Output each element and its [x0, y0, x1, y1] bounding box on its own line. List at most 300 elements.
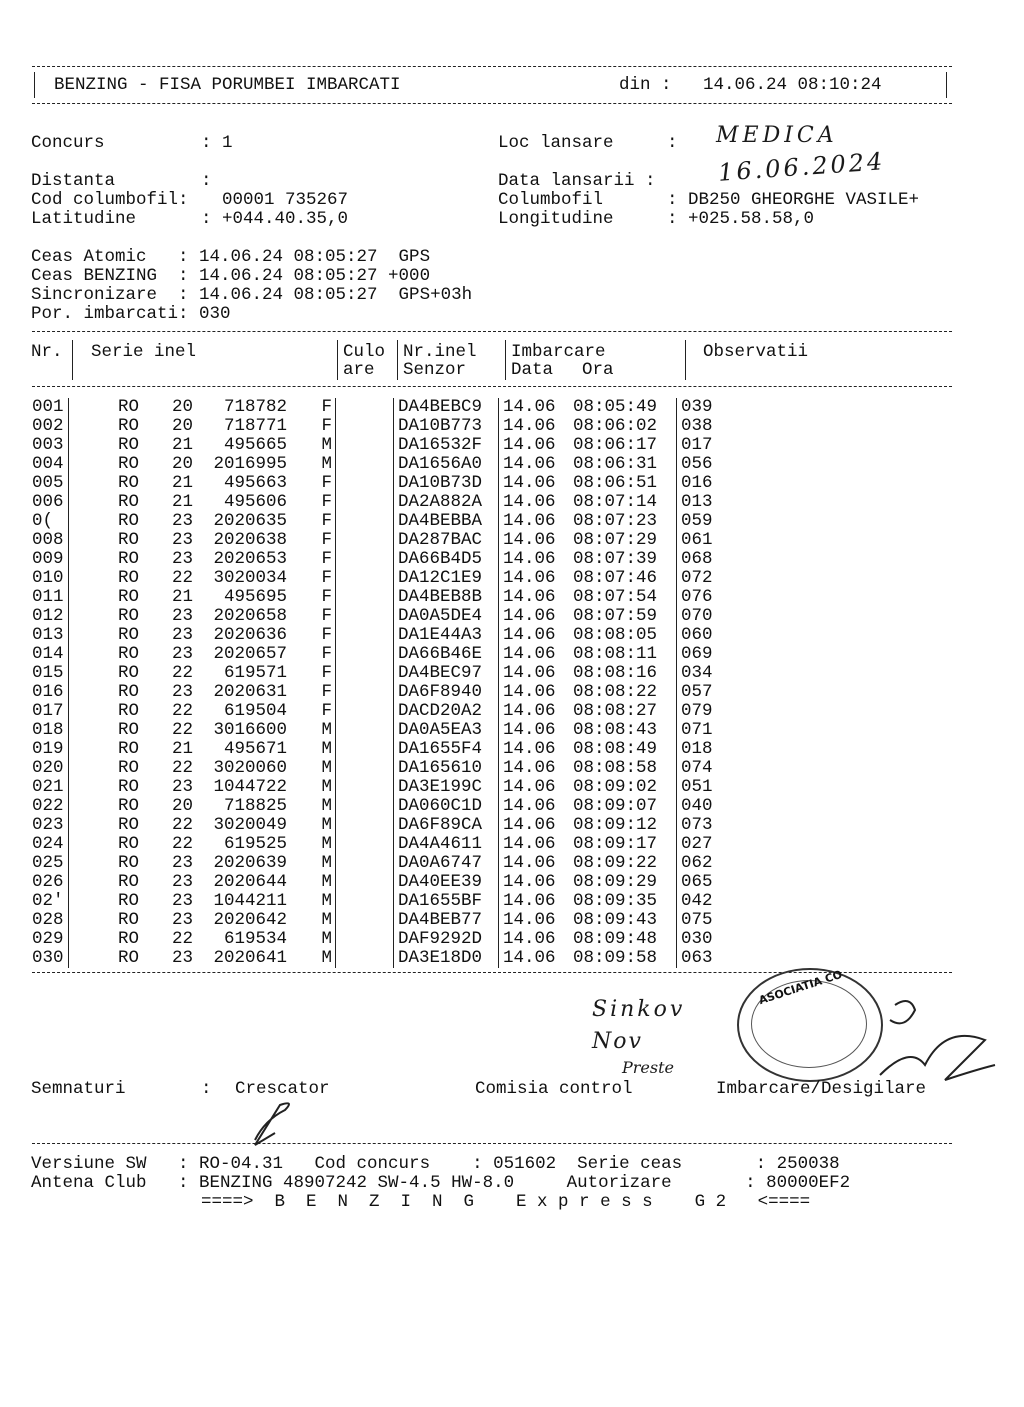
boarding-time: 08:07:29	[573, 531, 677, 550]
boarding-date: 14.06	[503, 530, 556, 550]
ring-year: 22	[171, 701, 193, 721]
sensor-ring: DA1655BF	[394, 892, 499, 911]
observation: 027	[681, 834, 713, 854]
ring-number: 2020641	[213, 948, 287, 968]
ring-year: 21	[171, 492, 193, 512]
observation: 079	[681, 701, 713, 721]
col-header-observatii: Observatii	[703, 342, 809, 362]
boarding-date: 14.06	[503, 796, 556, 816]
color	[336, 835, 394, 854]
sex: M	[287, 930, 336, 949]
ring-number: 2016995	[213, 454, 287, 474]
color	[336, 512, 394, 531]
boarding-time: 08:08:58	[573, 759, 677, 778]
ring-number: 495695	[223, 587, 287, 607]
sensor-ring: DA0A5EA3	[394, 721, 499, 740]
observation: 042	[681, 891, 713, 911]
color	[336, 455, 394, 474]
ring-number: 2020644	[213, 872, 287, 892]
ring-year: 22	[171, 929, 193, 949]
sensor-ring: DA1655F4	[394, 740, 499, 759]
col-header-nr: Nr.	[31, 342, 63, 362]
boarding-time: 08:09:17	[573, 835, 677, 854]
boarding-date: 14.06	[503, 549, 556, 569]
color	[336, 949, 394, 968]
color	[336, 930, 394, 949]
sex: M	[287, 778, 336, 797]
color	[336, 550, 394, 569]
sensor-ring: DA2A882A	[394, 493, 499, 512]
table-row	[32, 911, 781, 930]
ring-year: 23	[171, 625, 193, 645]
ring-number: 718782	[223, 397, 287, 417]
ring-year: 21	[171, 435, 193, 455]
sex: M	[287, 854, 336, 873]
boarding-date: 14.06	[503, 492, 556, 512]
ring-country: RO	[117, 796, 139, 816]
boarding-time: 08:07:14	[573, 493, 677, 512]
ring-number: 619504	[223, 701, 287, 721]
ring-number: 1044722	[213, 777, 287, 797]
color	[336, 702, 394, 721]
sex: M	[287, 873, 336, 892]
row-number: 020	[32, 759, 69, 778]
ring-year: 20	[171, 796, 193, 816]
concurs-value: : 1	[201, 133, 233, 153]
table-row	[32, 474, 781, 493]
row-number: 023	[32, 816, 69, 835]
sex: M	[287, 911, 336, 930]
row-number: 013	[32, 626, 69, 645]
boarding-date: 14.06	[503, 891, 556, 911]
boarding-date: 14.06	[503, 568, 556, 588]
observation: 034	[681, 663, 713, 683]
boarding-date: 14.06	[503, 720, 556, 740]
sensor-ring: DA4BEB8B	[394, 588, 499, 607]
sensor-ring: DA66B4D5	[394, 550, 499, 569]
boarding-time: 08:09:35	[573, 892, 677, 911]
ring-country: RO	[117, 511, 139, 531]
sensor-ring: DACD20A2	[394, 702, 499, 721]
observation: 039	[681, 397, 713, 417]
row-number: 011	[32, 588, 69, 607]
boarding-date: 14.06	[503, 758, 556, 778]
row-number: 009	[32, 550, 69, 569]
table-row	[32, 949, 781, 968]
sex: F	[287, 474, 336, 493]
ring-year: 23	[171, 872, 193, 892]
data-lansarii-label: Data lansarii :	[498, 171, 656, 191]
ring-country: RO	[117, 492, 139, 512]
observation: 065	[681, 872, 713, 892]
boarding-date: 14.06	[503, 587, 556, 607]
concurs-label: Concurs	[31, 133, 105, 153]
ring-country: RO	[117, 454, 139, 474]
porumbei-imbarcati-line: Por. imbarcati: 030	[31, 304, 231, 324]
boarding-date: 14.06	[503, 682, 556, 702]
col-header-imbarcare: Imbarcare	[511, 342, 606, 362]
sensor-ring: DA0A5DE4	[394, 607, 499, 626]
ring-country: RO	[117, 473, 139, 493]
ring-number: 2020638	[213, 530, 287, 550]
boarding-time: 08:08:49	[573, 740, 677, 759]
data-lansarii-handwritten: 16.06.2024	[717, 147, 887, 187]
boarding-date: 14.06	[503, 435, 556, 455]
boarding-date: 14.06	[503, 834, 556, 854]
table-row	[32, 626, 781, 645]
table-row	[32, 417, 781, 436]
sensor-ring: DAF9292D	[394, 930, 499, 949]
loc-lansare-handwritten: MEDICA	[716, 123, 838, 148]
observation: 073	[681, 815, 713, 835]
color	[336, 683, 394, 702]
sex: M	[287, 455, 336, 474]
color	[336, 436, 394, 455]
boarding-date: 14.06	[503, 777, 556, 797]
ring-number: 718771	[223, 416, 287, 436]
sex: M	[287, 949, 336, 968]
ring-country: RO	[117, 853, 139, 873]
observation: 074	[681, 758, 713, 778]
color	[336, 759, 394, 778]
sensor-ring: DA3E199C	[394, 778, 499, 797]
date-label: din :	[619, 75, 672, 95]
ring-number: 619525	[223, 834, 287, 854]
boarding-time: 08:09:22	[573, 854, 677, 873]
ring-country: RO	[117, 834, 139, 854]
table-row	[32, 721, 781, 740]
sex: F	[287, 417, 336, 436]
longitudine-value: : +025.58.58,0	[667, 209, 815, 229]
row-number: 029	[32, 930, 69, 949]
color	[336, 721, 394, 740]
ring-number: 1044211	[213, 891, 287, 911]
col-divider-5	[685, 340, 686, 380]
color	[336, 417, 394, 436]
semnaturi-colon: :	[201, 1079, 212, 1099]
observation: 068	[681, 549, 713, 569]
ring-number: 3020060	[213, 758, 287, 778]
observation: 072	[681, 568, 713, 588]
boarding-date: 14.06	[503, 397, 556, 417]
sensor-ring: DA10B773	[394, 417, 499, 436]
row-number: 005	[32, 474, 69, 493]
color	[336, 797, 394, 816]
boarding-time: 08:09:48	[573, 930, 677, 949]
signature-comisia-2: Nov	[592, 1029, 643, 1054]
ring-number: 718825	[223, 796, 287, 816]
ring-number: 2020636	[213, 625, 287, 645]
col-header-are: are	[343, 360, 375, 380]
boarding-time: 08:09:58	[573, 949, 677, 968]
ring-year: 23	[171, 948, 193, 968]
boarding-time: 08:05:49	[573, 398, 677, 417]
observation: 016	[681, 473, 713, 493]
boarding-date: 14.06	[503, 511, 556, 531]
footer-line-1: Versiune SW : RO-04.31 Cod concurs : 051602 Serie ceas : 250038	[31, 1154, 840, 1174]
boarding-time: 08:07:59	[573, 607, 677, 626]
crescator-label: Crescator	[235, 1079, 330, 1099]
ring-number: 619534	[223, 929, 287, 949]
sensor-ring: DA165610	[394, 759, 499, 778]
table-row	[32, 569, 781, 588]
signature-crescator-scribble	[255, 1103, 289, 1145]
ring-number: 3020034	[213, 568, 287, 588]
col-divider-1	[72, 340, 73, 380]
boarding-date: 14.06	[503, 929, 556, 949]
latitudine-label: Latitudine	[31, 209, 137, 229]
ring-year: 23	[171, 853, 193, 873]
ring-country: RO	[117, 758, 139, 778]
ceas-benzing-line: Ceas BENZING : 14.06.24 08:05:27 +000	[31, 266, 431, 286]
table-row	[32, 436, 781, 455]
color	[336, 911, 394, 930]
observation: 057	[681, 682, 713, 702]
loc-lansare-colon: :	[667, 133, 678, 153]
observation: 030	[681, 929, 713, 949]
row-number: 001	[32, 398, 69, 417]
row-number: 004	[32, 455, 69, 474]
sensor-ring: DA4A4611	[394, 835, 499, 854]
ring-country: RO	[117, 606, 139, 626]
ring-number: 2020631	[213, 682, 287, 702]
ring-number: 3016600	[213, 720, 287, 740]
ring-country: RO	[117, 929, 139, 949]
ring-number: 2020657	[213, 644, 287, 664]
table-row	[32, 759, 781, 778]
sex: F	[287, 626, 336, 645]
boarding-date: 14.06	[503, 644, 556, 664]
col-divider-2	[337, 340, 338, 380]
ring-country: RO	[117, 872, 139, 892]
ring-country: RO	[117, 948, 139, 968]
sensor-ring: DA4BEBC9	[394, 398, 499, 417]
observation: 076	[681, 587, 713, 607]
header-left-bar	[34, 72, 35, 98]
association-stamp	[737, 968, 883, 1082]
ring-year: 23	[171, 606, 193, 626]
color	[336, 664, 394, 683]
loc-lansare-label: Loc lansare	[498, 133, 614, 153]
observation: 059	[681, 511, 713, 531]
boarding-time: 08:09:12	[573, 816, 677, 835]
ring-country: RO	[117, 739, 139, 759]
observation: 013	[681, 492, 713, 512]
col-header-senzor: Senzor	[403, 360, 467, 380]
row-number: 010	[32, 569, 69, 588]
color	[336, 531, 394, 550]
distanta-label: Distanta	[31, 171, 116, 191]
footer-line-2: Antena Club : BENZING 48907242 SW-4.5 HW-8.0 Autorizare : 80000EF2	[31, 1173, 851, 1193]
color	[336, 740, 394, 759]
table-row	[32, 702, 781, 721]
col-header-ora: Ora	[582, 360, 614, 380]
row-number: 019	[32, 740, 69, 759]
ring-country: RO	[117, 701, 139, 721]
table-row	[32, 816, 781, 835]
ring-country: RO	[117, 568, 139, 588]
ring-number: 495671	[223, 739, 287, 759]
boarding-date: 14.06	[503, 663, 556, 683]
ring-number: 2020642	[213, 910, 287, 930]
col-divider-4	[505, 340, 506, 380]
ring-country: RO	[117, 416, 139, 436]
color	[336, 398, 394, 417]
row-number: 030	[32, 949, 69, 968]
boarding-date: 14.06	[503, 473, 556, 493]
sensor-ring: DA1E44A3	[394, 626, 499, 645]
ring-year: 21	[171, 473, 193, 493]
boarding-date: 14.06	[503, 454, 556, 474]
ring-country: RO	[117, 720, 139, 740]
signature-comisia-1: Sinkov	[592, 997, 686, 1022]
row-number: 026	[32, 873, 69, 892]
sex: F	[287, 398, 336, 417]
observation: 056	[681, 454, 713, 474]
color	[336, 474, 394, 493]
ceas-atomic-line: Ceas Atomic : 14.06.24 08:05:27 GPS	[31, 247, 431, 267]
ring-country: RO	[117, 530, 139, 550]
sensor-ring: DA4BEBBA	[394, 512, 499, 531]
sensor-ring: DA4BEC97	[394, 664, 499, 683]
ring-year: 22	[171, 568, 193, 588]
ring-number: 619571	[223, 663, 287, 683]
boarding-time: 08:06:51	[573, 474, 677, 493]
row-number: 017	[32, 702, 69, 721]
cod-columbofil-value: 00001 735267	[222, 190, 349, 210]
sensor-ring: DA6F8940	[394, 683, 499, 702]
table-header-bottom-line	[32, 386, 952, 387]
row-number: 014	[32, 645, 69, 664]
table-row	[32, 740, 781, 759]
table-row	[32, 398, 781, 417]
ring-year: 23	[171, 891, 193, 911]
ring-country: RO	[117, 663, 139, 683]
table-row	[32, 683, 781, 702]
ring-year: 22	[171, 663, 193, 683]
table-top-line	[32, 331, 952, 332]
row-number: 025	[32, 854, 69, 873]
boarding-time: 08:07:39	[573, 550, 677, 569]
row-number: 015	[32, 664, 69, 683]
ring-country: RO	[117, 815, 139, 835]
color	[336, 569, 394, 588]
observation: 070	[681, 606, 713, 626]
row-number: 006	[32, 493, 69, 512]
table-row	[32, 455, 781, 474]
pigeon-table	[32, 398, 781, 968]
footer-line-3: ====> B E N Z I N G E x p r e s s G 2 <====	[201, 1192, 811, 1212]
boarding-time: 08:07:23	[573, 512, 677, 531]
ring-year: 23	[171, 530, 193, 550]
sex: F	[287, 512, 336, 531]
table-row	[32, 892, 781, 911]
sensor-ring: DA66B46E	[394, 645, 499, 664]
ring-country: RO	[117, 910, 139, 930]
ring-year: 23	[171, 549, 193, 569]
sensor-ring: DA287BAC	[394, 531, 499, 550]
table-row	[32, 797, 781, 816]
footer-top-line	[32, 1143, 952, 1144]
top-dashed-line-1	[32, 66, 952, 67]
ring-number: 495606	[223, 492, 287, 512]
color	[336, 778, 394, 797]
row-number: 022	[32, 797, 69, 816]
boarding-date: 14.06	[503, 739, 556, 759]
table-row	[32, 531, 781, 550]
ring-year: 23	[171, 682, 193, 702]
comisia-label: Comisia control	[475, 1079, 633, 1099]
ring-number: 495665	[223, 435, 287, 455]
sex: F	[287, 683, 336, 702]
boarding-time: 08:07:46	[573, 569, 677, 588]
row-number: 02'	[32, 892, 69, 911]
longitudine-label: Longitudine	[498, 209, 614, 229]
boarding-time: 08:08:27	[573, 702, 677, 721]
ring-number: 2020635	[213, 511, 287, 531]
boarding-date: 14.06	[503, 625, 556, 645]
boarding-time: 08:08:11	[573, 645, 677, 664]
observation: 051	[681, 777, 713, 797]
sensor-ring: DA16532F	[394, 436, 499, 455]
columbofil-value: : DB250 GHEORGHE VASILE+	[667, 190, 920, 210]
row-number: 0(	[32, 512, 69, 531]
color	[336, 854, 394, 873]
top-dashed-line-2	[32, 103, 952, 104]
col-header-nrinel: Nr.inel	[403, 342, 477, 362]
ring-country: RO	[117, 587, 139, 607]
sex: F	[287, 702, 336, 721]
boarding-time: 08:08:43	[573, 721, 677, 740]
imbarcare-desigilare-label: Imbarcare/Desigilare	[716, 1079, 927, 1099]
ring-year: 22	[171, 815, 193, 835]
boarding-time: 08:09:29	[573, 873, 677, 892]
boarding-date: 14.06	[503, 416, 556, 436]
sex: M	[287, 892, 336, 911]
table-row	[32, 588, 781, 607]
sensor-ring: DA10B73D	[394, 474, 499, 493]
ring-number: 3020049	[213, 815, 287, 835]
ring-number: 2020658	[213, 606, 287, 626]
latitudine-value: : +044.40.35,0	[201, 209, 349, 229]
table-row	[32, 930, 781, 949]
sex: F	[287, 550, 336, 569]
boarding-date: 14.06	[503, 853, 556, 873]
ring-number: 2020653	[213, 549, 287, 569]
sex: F	[287, 588, 336, 607]
color	[336, 645, 394, 664]
boarding-date: 14.06	[503, 701, 556, 721]
sex: M	[287, 835, 336, 854]
sensor-ring: DA6F89CA	[394, 816, 499, 835]
ring-country: RO	[117, 435, 139, 455]
observation: 018	[681, 739, 713, 759]
ring-country: RO	[117, 777, 139, 797]
table-row	[32, 645, 781, 664]
columbofil-label: Columbofil	[498, 190, 604, 210]
color	[336, 873, 394, 892]
ring-year: 23	[171, 910, 193, 930]
color	[336, 626, 394, 645]
boarding-date: 14.06	[503, 606, 556, 626]
col-header-data: Data	[511, 360, 554, 380]
boarding-time: 08:06:02	[573, 417, 677, 436]
date-value: 14.06.24 08:10:24	[703, 75, 882, 95]
ring-year: 23	[171, 644, 193, 664]
ring-number: 2020639	[213, 853, 287, 873]
signature-comisia-3: Preste	[622, 1058, 674, 1077]
ring-country: RO	[117, 682, 139, 702]
